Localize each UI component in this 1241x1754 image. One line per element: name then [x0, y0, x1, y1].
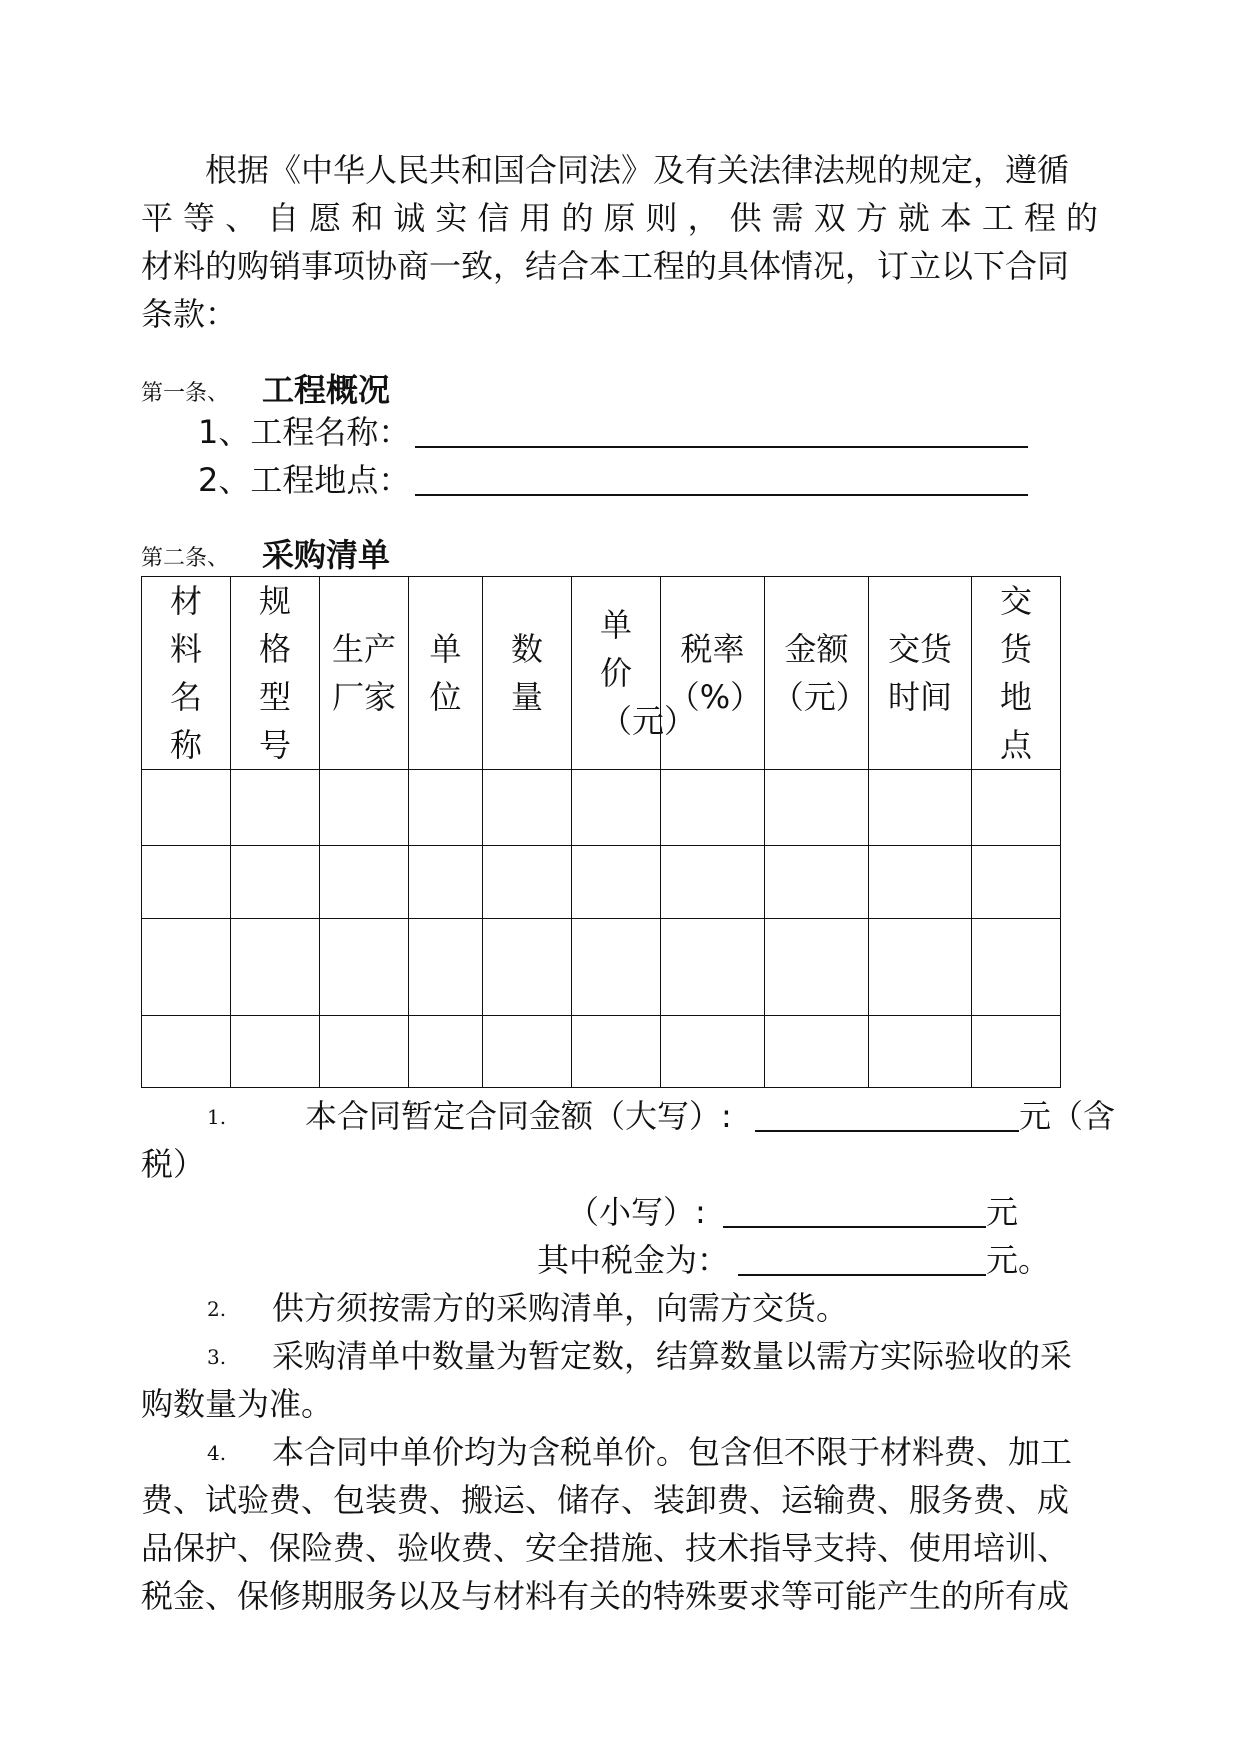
header-unit-price: 单价（元） — [572, 577, 661, 770]
project-name-blank[interactable] — [415, 446, 1028, 448]
clause-3-line-1: 采购清单中数量为暂定数，结算数量以需方实际验收的采 — [272, 1337, 1073, 1375]
clause-1-continuation: 税） — [141, 1145, 206, 1183]
intro-line-4: 条款： — [141, 295, 238, 333]
table-cell[interactable] — [661, 846, 765, 919]
article-2-number: 第二条、 — [141, 546, 230, 571]
table-cell[interactable] — [483, 919, 572, 1016]
clause-3-number: 3. — [207, 1345, 227, 1369]
table-row — [142, 846, 1061, 919]
header-manufacturer: 生产厂家 — [320, 577, 409, 770]
table-cell[interactable] — [869, 846, 972, 919]
header-unit: 单位 — [409, 577, 483, 770]
header-delivery-time: 交货时间 — [869, 577, 972, 770]
clause-1-text: 本合同暂定合同金额（大写）: — [305, 1097, 732, 1135]
table-cell[interactable] — [231, 919, 320, 1016]
header-material-name: 材料名称 — [142, 577, 231, 770]
table-cell[interactable] — [409, 770, 483, 846]
header-quantity: 数量 — [483, 577, 572, 770]
table-cell[interactable] — [320, 1016, 409, 1088]
table-cell[interactable] — [142, 919, 231, 1016]
header-tax-rate: 税率（%） — [661, 577, 765, 770]
project-location-blank[interactable] — [415, 494, 1028, 496]
table-cell[interactable] — [572, 1016, 661, 1088]
article-1-title: 工程概况 — [262, 371, 391, 409]
clause-4-number: 4. — [207, 1441, 227, 1465]
table-cell[interactable] — [972, 919, 1061, 1016]
project-location-label: 2、工程地点： — [198, 461, 411, 499]
clause-3-line-2: 购数量为准。 — [141, 1385, 334, 1423]
clause-4-line-2: 费、试验费、包装费、搬运、储存、装卸费、运输费、服务费、成 — [141, 1481, 1070, 1519]
tax-amount-label: 其中税金为： — [537, 1241, 730, 1279]
table-cell[interactable] — [869, 1016, 972, 1088]
amount-lowercase-label: （小写）: — [567, 1193, 706, 1231]
header-amount: 金额（元） — [765, 577, 869, 770]
table-cell[interactable] — [231, 770, 320, 846]
header-delivery-location: 交货地点 — [972, 577, 1061, 770]
clause-2-number: 2. — [207, 1297, 227, 1321]
table-cell[interactable] — [972, 846, 1061, 919]
clause-1-number: 1. — [207, 1105, 227, 1129]
table-cell[interactable] — [320, 919, 409, 1016]
intro-line-3: 材料的购销事项协商一致，结合本工程的具体情况，订立以下合同 — [141, 247, 1070, 285]
table-cell[interactable] — [765, 1016, 869, 1088]
clause-1-suffix: 元（含 — [1019, 1097, 1116, 1135]
table-cell[interactable] — [483, 1016, 572, 1088]
table-cell[interactable] — [142, 770, 231, 846]
contract-amount-uppercase-blank[interactable] — [755, 1130, 1019, 1132]
table-cell[interactable] — [661, 919, 765, 1016]
table-row — [142, 919, 1061, 1016]
table-cell[interactable] — [572, 919, 661, 1016]
table-cell[interactable] — [765, 770, 869, 846]
article-2-title: 采购清单 — [262, 536, 391, 574]
table-cell[interactable] — [572, 846, 661, 919]
clause-4-line-4: 税金、保修期服务以及与材料有关的特殊要求等可能产生的所有成 — [141, 1577, 1070, 1615]
amount-lowercase-suffix: 元 — [986, 1193, 1019, 1231]
table-cell[interactable] — [320, 846, 409, 919]
table-cell[interactable] — [661, 770, 765, 846]
tax-amount-blank[interactable] — [738, 1274, 986, 1276]
table-cell[interactable] — [483, 770, 572, 846]
table-header-row — [142, 577, 1061, 770]
clause-4-line-3: 品保护、保险费、验收费、安全措施、技术指导支持、使用培训、 — [141, 1529, 1070, 1567]
table-cell[interactable] — [765, 919, 869, 1016]
contract-amount-lowercase-blank[interactable] — [723, 1226, 986, 1228]
tax-amount-suffix: 元。 — [986, 1241, 1051, 1279]
table-cell[interactable] — [765, 846, 869, 919]
article-1-number: 第一条、 — [141, 381, 230, 406]
table-cell[interactable] — [972, 770, 1061, 846]
project-name-label: 1、工程名称： — [198, 413, 411, 451]
table-cell[interactable] — [869, 770, 972, 846]
table-cell[interactable] — [320, 770, 409, 846]
table-cell[interactable] — [142, 1016, 231, 1088]
table-cell[interactable] — [972, 1016, 1061, 1088]
intro-line-1: 根据《中华人民共和国合同法》及有关法律法规的规定，遵循 — [205, 151, 1070, 189]
intro-line-2: 平等、自愿和诚实信用的原则，供需双方就本工程的 — [141, 199, 1098, 237]
table-cell[interactable] — [661, 1016, 765, 1088]
table-cell[interactable] — [231, 1016, 320, 1088]
table-cell[interactable] — [869, 919, 972, 1016]
table-cell[interactable] — [142, 846, 231, 919]
table-row — [142, 770, 1061, 846]
clause-2-text: 供方须按需方的采购清单，向需方交货。 — [272, 1289, 849, 1327]
table-cell[interactable] — [409, 1016, 483, 1088]
procurement-table — [141, 576, 1061, 1088]
table-cell[interactable] — [483, 846, 572, 919]
header-spec-model: 规格型号 — [231, 577, 320, 770]
clause-4-line-1: 本合同中单价均为含税单价。包含但不限于材料费、加工 — [272, 1433, 1073, 1471]
table-row — [142, 1016, 1061, 1088]
table-cell[interactable] — [231, 846, 320, 919]
table-cell[interactable] — [572, 770, 661, 846]
table-cell[interactable] — [409, 846, 483, 919]
table-cell[interactable] — [409, 919, 483, 1016]
